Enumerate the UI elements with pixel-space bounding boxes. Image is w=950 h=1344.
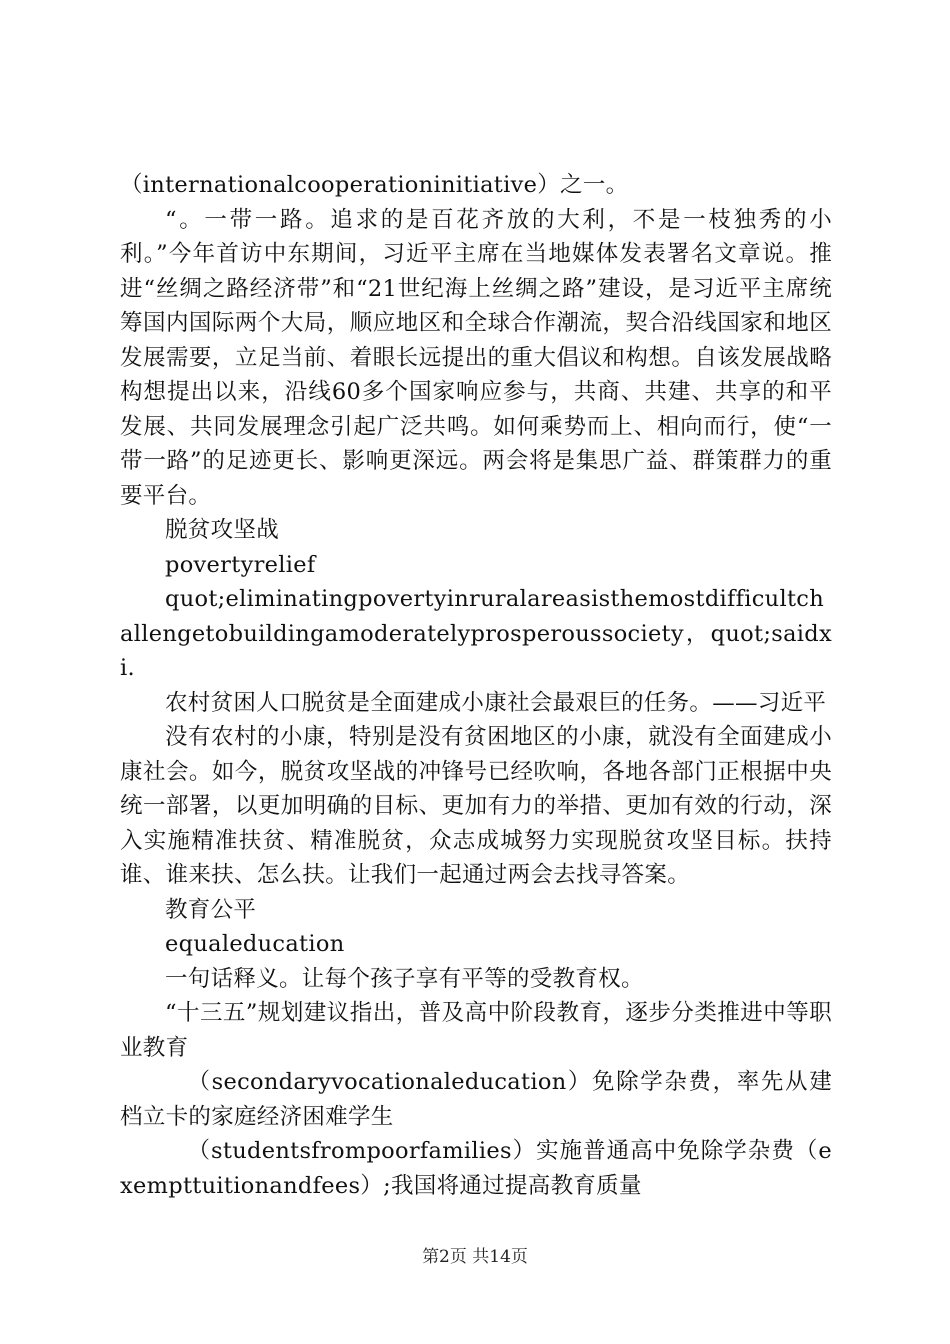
paragraph: 农村贫困人口脱贫是全面建成小康社会最艰巨的任务。——习近平 — [165, 689, 827, 716]
page-number-footer: 第2页 共14页 — [422, 1247, 528, 1267]
paragraph: （studentsfrompoorfamilies）实施普通高中免除学杂费（exempttuitionandfees）;我国将通过提高教育质量 — [120, 1138, 832, 1199]
paragraph: 没有农村的小康，特别是没有贫困地区的小康，就没有全面建成小康社会。如今，脱贫攻坚战的冲锋号已经吹响，各地各部门正根据中央统一部署，以更加明确的目标、更加有力的举措、更加有效的行动，深入实施精准扶贫、精准脱贫，众志成城努力实现脱贫攻坚目标。扶持谁、谁来扶、怎么扶。让我们一起通过两会去找寻答案。 — [120, 724, 832, 888]
paragraph: “十三五”规划建议指出，普及高中阶段教育，逐步分类推进中等职业教育 — [120, 1000, 832, 1061]
section-heading-english: povertyrelief — [165, 551, 316, 578]
paragraph: （secondaryvocationaleducation）免除学杂费，率先从建档立卡的家庭经济困难学生 — [120, 1069, 832, 1130]
section-heading: 脱贫攻坚战 — [165, 517, 280, 543]
section-heading-english: equaleducation — [165, 931, 345, 957]
paragraph: （internationalcooperationinitiative）之一。 — [120, 172, 629, 198]
document-body — [120, 168, 832, 1203]
paragraph: 一句话释义。让每个孩子享有平等的受教育权。 — [165, 965, 644, 992]
paragraph: quot;eliminatingpovertyinruralareasisthemostdifficultchallengetobuildingamoderatelyprosperoussociety，quot;saidxi. — [120, 586, 832, 681]
section-heading: 教育公平 — [165, 896, 257, 923]
paragraph: “。一带一路。追求的是百花齐放的大利，不是一枝独秀的小利。”今年首访中东期间，习近平主席在当地媒体发表署名文章说。推进“丝绸之路经济带”和“21世纪海上丝绸之路”建设，是习近平主席统筹国内国际两个大局，顺应地区和全球合作潮流，契合沿线国家和地区发展需要，立足当前、着眼长远提出的重大倡议和构想。自该发展战略构想提出以来，沿线60多个国家响应参与，共商、共建、共享的和平发展、共同发展理念引起广泛共鸣。如何乘势而上、相向而行，使“一带一路”的足迹更长、影响更深远。两会将是集思广益、群策群力的重要平台。 — [120, 206, 832, 509]
